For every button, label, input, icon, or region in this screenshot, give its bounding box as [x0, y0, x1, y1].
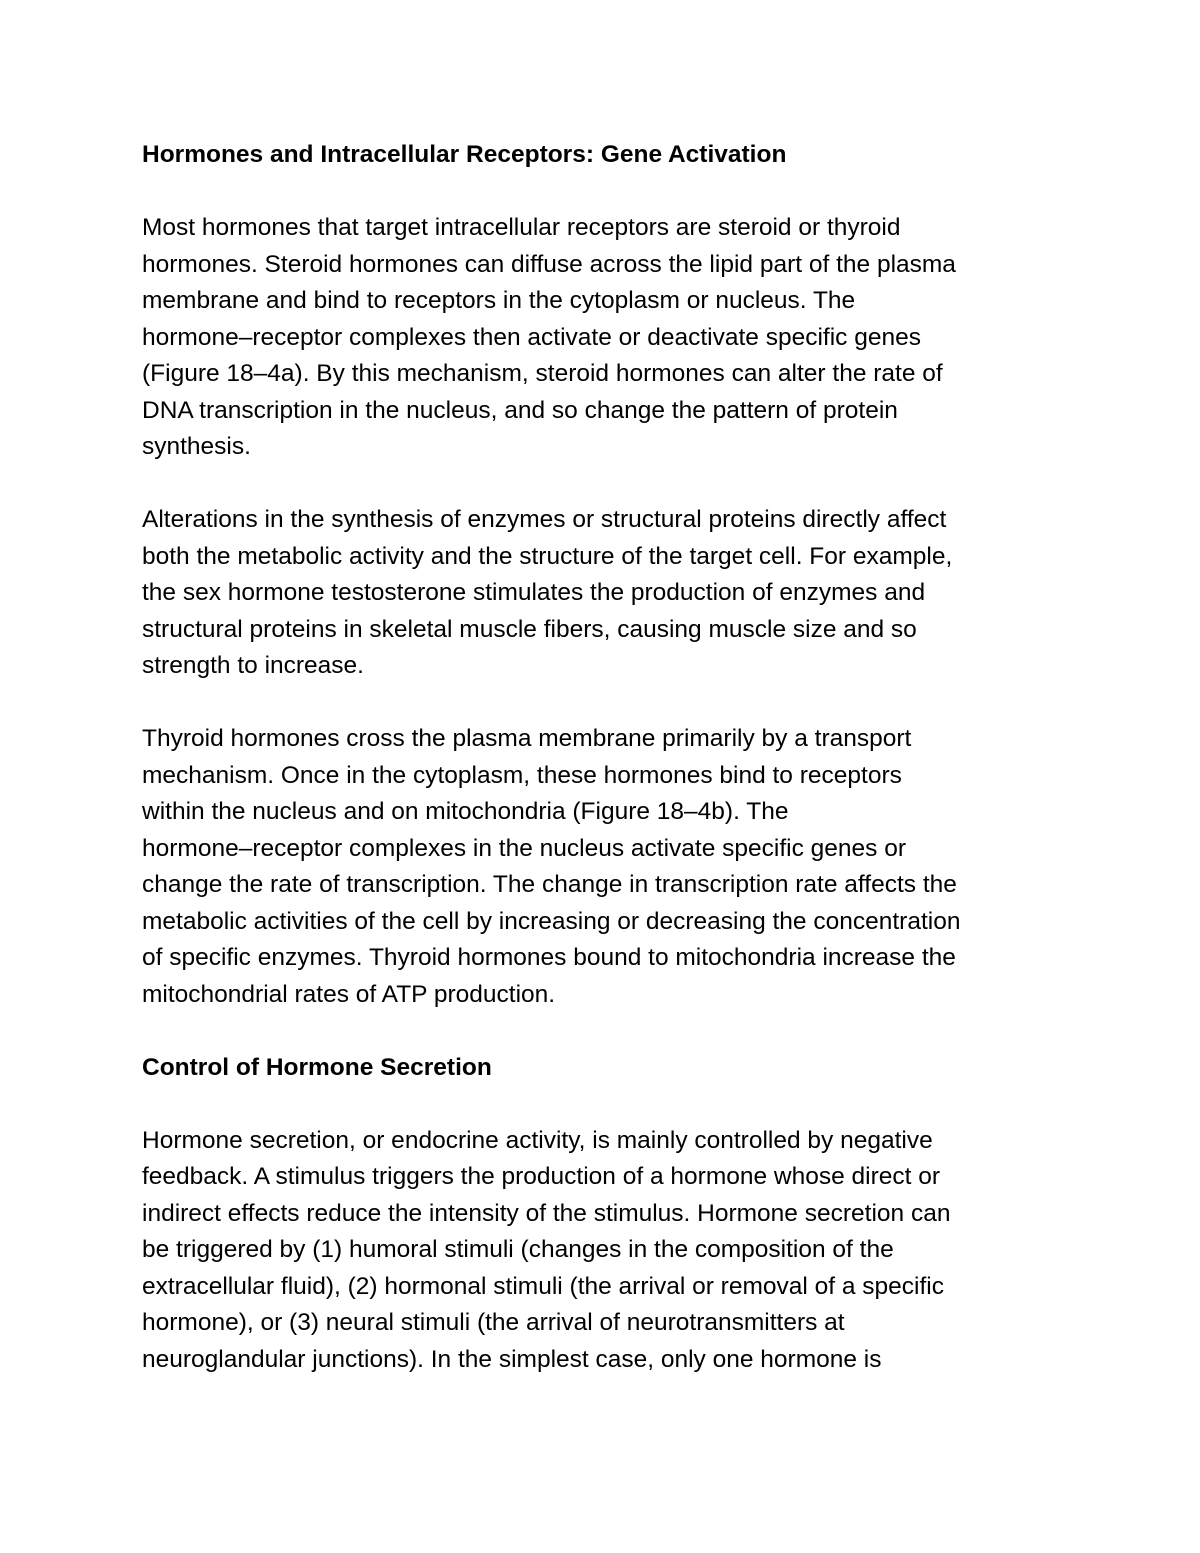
- text-line: mitochondrial rates of ATP production.: [142, 980, 556, 1008]
- text-line: synthesis.: [142, 433, 251, 460]
- text-line: the sex hormone testosterone stimulates the production of enzymes and: [142, 579, 926, 606]
- text-line: indirect effects reduce the intensity of the stimulus. Hormone secretion can: [142, 1199, 951, 1227]
- text-line: hormone–receptor complexes in the nucleus activate specific genes or: [142, 834, 906, 862]
- text-line: be triggered by (1) humoral stimuli (changes in the composition of the: [142, 1236, 894, 1263]
- text-line: hormone), or (3) neural stimuli (the arrival of neurotransmitters at: [142, 1309, 845, 1336]
- text-line: (Figure 18–4a). By this mechanism, steroid hormones can alter the rate of: [142, 360, 943, 387]
- text-line: mechanism. Once in the cytoplasm, these hormones bind to receptors: [142, 761, 902, 789]
- spacer: [142, 685, 1062, 722]
- text-line: hormone–receptor complexes then activate or deactivate specific genes: [142, 323, 921, 351]
- text-line: neuroglandular junctions). In the simplest case, only one hormone is: [142, 1345, 882, 1373]
- paragraph-protein-synthesis-effects: [142, 502, 1062, 685]
- spacer: [142, 1013, 1062, 1050]
- paragraph-hormone-secretion-control: [142, 1123, 1062, 1379]
- text-line: Hormone secretion, or endocrine activity, is mainly controlled by negative: [142, 1126, 933, 1154]
- text-line: metabolic activities of the cell by increasing or decreasing the concentration: [142, 907, 961, 935]
- text-line: feedback. A stimulus triggers the production of a hormone whose direct or: [142, 1163, 941, 1190]
- paragraph-thyroid-hormones: [142, 721, 1062, 1013]
- text-line: both the metabolic activity and the structure of the target cell. For example,: [142, 542, 953, 570]
- text-line: membrane and bind to receptors in the cytoplasm or nucleus. The: [142, 287, 856, 314]
- text-line: Alterations in the synthesis of enzymes or structural proteins directly affect: [142, 506, 947, 533]
- text-line: Most hormones that target intracellular receptors are steroid or thyroid: [142, 214, 901, 241]
- text-line: structural proteins in skeletal muscle fibers, causing muscle size and so: [142, 615, 917, 643]
- spacer: [142, 1086, 1062, 1123]
- document-body: [142, 137, 1062, 1378]
- text-line: of specific enzymes. Thyroid hormones bound to mitochondria increase the: [142, 944, 956, 971]
- text-line: DNA transcription in the nucleus, and so change the pattern of protein: [142, 396, 898, 424]
- text-line: strength to increase.: [142, 652, 364, 679]
- section-heading-gene-activation: Hormones and Intracellular Receptors: Gene Activation: [142, 141, 787, 168]
- section-heading-hormone-secretion: Control of Hormone Secretion: [142, 1053, 492, 1081]
- text-line: within the nucleus and on mitochondria (Figure 18–4b). The: [142, 798, 789, 825]
- text-line: Thyroid hormones cross the plasma membrane primarily by a transport: [142, 725, 912, 752]
- text-line: extracellular fluid), (2) hormonal stimuli (the arrival or removal of a specific: [142, 1272, 944, 1300]
- text-line: change the rate of transcription. The change in transcription rate affects the: [142, 871, 957, 898]
- paragraph-intracellular-receptors: [142, 210, 1062, 466]
- text-line: hormones. Steroid hormones can diffuse across the lipid part of the plasma: [142, 250, 956, 278]
- spacer: [142, 174, 1062, 211]
- spacer: [142, 466, 1062, 503]
